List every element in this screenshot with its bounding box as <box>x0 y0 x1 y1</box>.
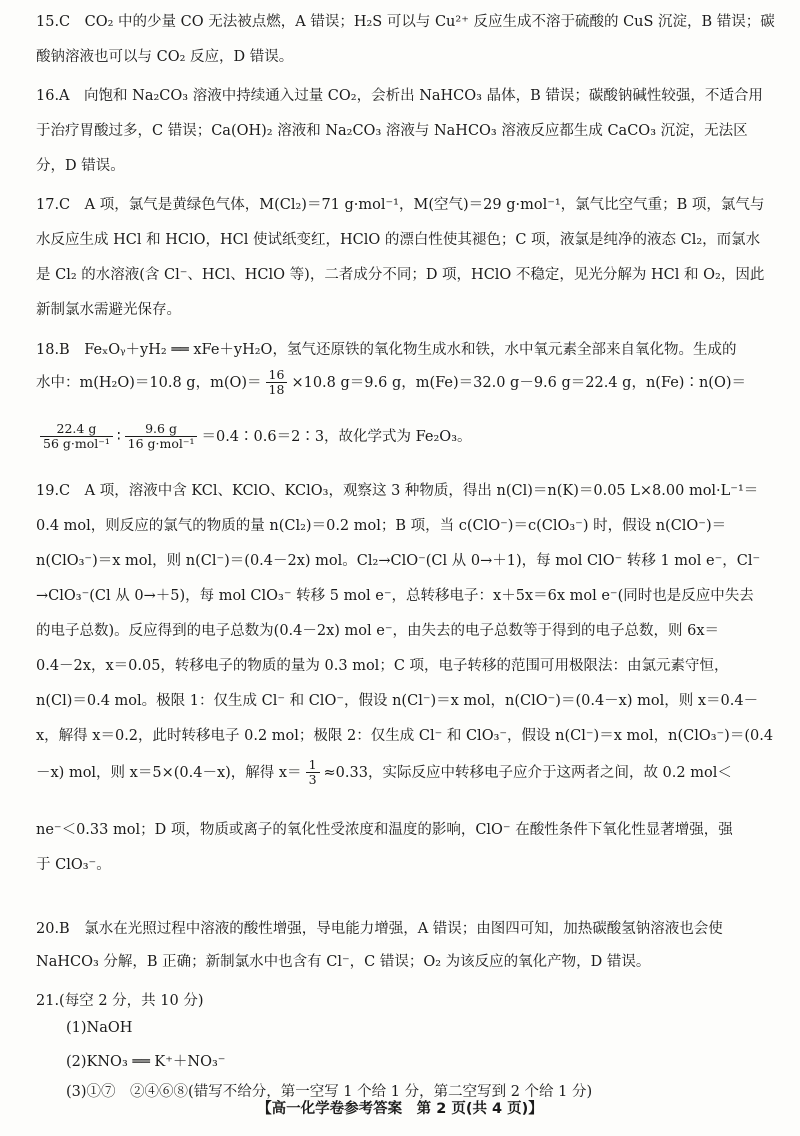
answer-20-line-1: 20.B 氯水在光照过程中溶液的酸性增强，导电能力增强，A 错误；由图四可知，加热碳酸氢钠溶液也会使 <box>36 921 723 937</box>
answer-21-part-2: (2)KNO₃ ══ K⁺＋NO₃⁻ <box>66 1054 226 1070</box>
answer-17-line-3: 是 Cl₂ 的水溶液(含 Cl⁻、HCl、HClO 等)，二者成分不同；D 项，HClO 不稳定，见光分解为 HCl 和 O₂，因此 <box>36 267 765 283</box>
fraction-o-moles <box>125 422 198 452</box>
answer-19-line-7: n(Cl)＝0.4 mol。极限 1：仅生成 Cl⁻ 和 ClO⁻，假设 n(Cl⁻)＝x mol，n(ClO⁻)＝(0.4－x) mol，则 x＝0.4－ <box>36 693 759 709</box>
answer-19-line-4: →ClO₃⁻(Cl 从 0→＋5)，每 mol ClO₃⁻ 转移 5 mol e⁻，总转移电子：x＋5x＝6x mol e⁻(同时也是反应中失去 <box>36 588 754 604</box>
answer-19-line-11: 于 ClO₃⁻。 <box>36 857 111 873</box>
fraction-numerator: 1 <box>306 758 320 773</box>
answer-21-header: 21.(每空 2 分，共 10 分) <box>36 993 204 1009</box>
fraction-16-over-18 <box>266 368 288 398</box>
page-footer: 【高一化学卷参考答案 第 2 页(共 4 页)】 <box>257 1101 543 1117</box>
answer-20-line-2: NaHCO₃ 分解，B 正确；新制氯水中也含有 Cl⁻，C 错误；O₂ 为该反应的氧化产物，D 错误。 <box>36 954 651 970</box>
answer-19-line-9-end: ≈0.33，实际反应中转移电子应介于这两者之间，故 0.2 mol＜ <box>323 764 732 781</box>
answer-21-part-1: (1)NaOH <box>66 1020 133 1036</box>
fraction-one-third <box>306 758 320 788</box>
answer-17-line-1: 17.C A 项，氯气是黄绿色气体，M(Cl₂)＝71 g·mol⁻¹，M(空气)＝29 g·mol⁻¹，氯气比空气重；B 项，氯气与 <box>36 197 765 213</box>
answer-19-line-5: 的电子总数)。反应得到的电子总数为(0.4－2x) mol e⁻，由失去的电子总数等于得到的电子总数，则 6x＝ <box>36 623 720 639</box>
ratio-separator: ∶ <box>116 428 121 445</box>
answer-15-line-1: 15.C CO₂ 中的少量 CO 无法被点燃，A 错误；H₂S 可以与 Cu²⁺ 反应生成不溶于硫酸的 CuS 沉淀，B 错误；碳 <box>36 14 775 30</box>
answer-16-line-2: 于治疗胃酸过多，C 错误；Ca(OH)₂ 溶液和 Na₂CO₃ 溶液与 NaHCO₃ 溶液反应都生成 CaCO₃ 沉淀，无法区 <box>36 123 748 139</box>
answer-18-line-3 <box>36 422 472 452</box>
fraction-numerator: 22.4 g <box>40 422 113 437</box>
fraction-denominator: 3 <box>308 772 317 788</box>
fraction-numerator: 16 <box>266 368 288 383</box>
answer-19-line-2: 0.4 mol，则反应的氯气的物质的量 n(Cl₂)＝0.2 mol；B 项，当 c(ClO⁻)＝c(ClO₃⁻) 时，假设 n(ClO⁻)＝ <box>36 518 727 534</box>
answer-19-line-9-start: －x) mol，则 x＝5×(0.4－x)，解得 x＝ <box>36 764 302 781</box>
answer-16-line-3: 分，D 错误。 <box>36 158 125 174</box>
answer-18-line-3-end: ＝0.4∶0.6＝2∶3，故化学式为 Fe₂O₃。 <box>201 428 472 445</box>
fraction-denominator: 56 g·mol⁻¹ <box>43 436 110 452</box>
fraction-denominator: 16 g·mol⁻¹ <box>127 436 195 452</box>
answer-21-part-3: (3)①⑦ ②④⑥⑧(错写不给分，第一空写 1 个给 1 分，第二空写到 2 个给 1 分) <box>66 1084 593 1100</box>
answer-19-line-6: 0.4－2x，x＝0.05，转移电子的物质的量为 0.3 mol；C 项，电子转移的范围可用极限法：由氯元素守恒， <box>36 658 729 674</box>
answer-18-line-2-end: ×10.8 g＝9.6 g，m(Fe)＝32.0 g－9.6 g＝22.4 g，n(Fe)∶n(O)＝ <box>291 374 746 391</box>
answer-18-line-2 <box>36 368 746 398</box>
answer-18-line-2-start: 水中：m(H₂O)＝10.8 g，m(O)＝ <box>36 374 262 391</box>
answer-19-line-9 <box>36 758 732 788</box>
fraction-numerator: 9.6 g <box>125 422 198 437</box>
fraction-fe-moles <box>40 422 113 452</box>
answer-16-line-1: 16.A 向饱和 Na₂CO₃ 溶液中持续通入过量 CO₂，会析出 NaHCO₃ 晶体，B 错误；碳酸钠碱性较强，不适合用 <box>36 88 763 104</box>
answer-15-line-2: 酸钠溶液也可以与 CO₂ 反应，D 错误。 <box>36 49 294 65</box>
answer-18-line-1: 18.B FeₓOᵧ＋yH₂ ══ xFe＋yH₂O，氢气还原铁的氧化物生成水和铁，水中氧元素全部来自氧化物。生成的 <box>36 342 737 358</box>
answer-19-line-3: n(ClO₃⁻)＝x mol，则 n(Cl⁻)＝(0.4－2x) mol。Cl₂→ClO⁻(Cl 从 0→＋1)，每 mol ClO⁻ 转移 1 mol e⁻，Cl⁻ <box>36 553 761 569</box>
answer-17-line-4: 新制氯水需避光保存。 <box>36 302 181 318</box>
answer-17-line-2: 水反应生成 HCl 和 HClO，HCl 使试纸变红，HClO 的漂白性使其褪色；C 项，液氯是纯净的液态 Cl₂，而氯水 <box>36 232 761 248</box>
answer-19-line-1: 19.C A 项，溶液中含 KCl、KClO、KClO₃，观察这 3 种物质，得出 n(Cl)＝n(K)＝0.05 L×8.00 mol·L⁻¹＝ <box>36 483 759 499</box>
fraction-denominator: 18 <box>268 382 285 398</box>
answer-19-line-10: ne⁻＜0.33 mol；D 项，物质或离子的氧化性受浓度和温度的影响，ClO⁻ 在酸性条件下氧化性显著增强，强 <box>36 822 733 838</box>
answer-19-line-8: x，解得 x＝0.2，此时转移电子 0.2 mol；极限 2：仅生成 Cl⁻ 和 ClO₃⁻，假设 n(Cl⁻)＝x mol，n(ClO₃⁻)＝(0.4 <box>36 728 774 744</box>
